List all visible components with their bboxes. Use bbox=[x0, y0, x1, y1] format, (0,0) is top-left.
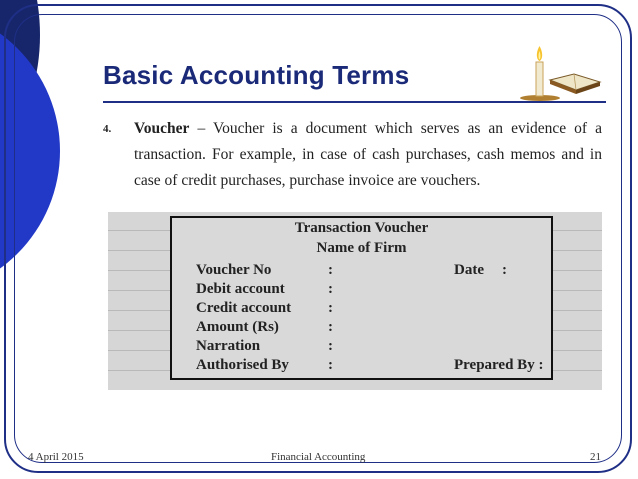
definition-paragraph bbox=[134, 116, 602, 194]
field-sep-authorised-by: : bbox=[328, 357, 333, 373]
field-label-debit-account: Debit account bbox=[196, 281, 285, 297]
book-candle-icon bbox=[510, 40, 602, 102]
field-label-voucher-no: Voucher No bbox=[196, 262, 272, 278]
field-label-narration: Narration bbox=[196, 338, 261, 354]
date-sep: : bbox=[502, 262, 507, 278]
field-sep-narration: : bbox=[328, 338, 333, 354]
field-sep-credit-account: : bbox=[328, 300, 333, 316]
list-item-number: 4. bbox=[103, 123, 112, 135]
field-label-credit-account: Credit account bbox=[196, 300, 292, 316]
field-label-amount: Amount (Rs) bbox=[196, 319, 279, 335]
voucher-firm-name: Name of Firm bbox=[316, 240, 407, 256]
field-sep-debit-account: : bbox=[328, 281, 333, 297]
definition-text: – Voucher is a document which serves as an evidence of a transaction. For example, in case of cash purchases, cash memos and in case of credit purchases, purchase invoice are vouchers. bbox=[134, 120, 602, 189]
field-sep-amount: : bbox=[328, 319, 333, 335]
footer-title: Financial Accounting bbox=[271, 451, 366, 463]
prepared-by-label: Prepared By : bbox=[454, 357, 544, 373]
field-label-authorised-by: Authorised By bbox=[196, 357, 289, 373]
date-label: Date bbox=[454, 262, 484, 278]
transaction-voucher-form bbox=[170, 216, 553, 380]
footer-page-number: 21 bbox=[590, 451, 601, 463]
footer-date: 4 April 2015 bbox=[28, 451, 84, 463]
field-sep-voucher-no: : bbox=[328, 262, 333, 278]
term-label: Voucher bbox=[134, 120, 190, 137]
voucher-heading: Transaction Voucher bbox=[294, 220, 429, 236]
slide-title: Basic Accounting Terms bbox=[103, 60, 410, 90]
